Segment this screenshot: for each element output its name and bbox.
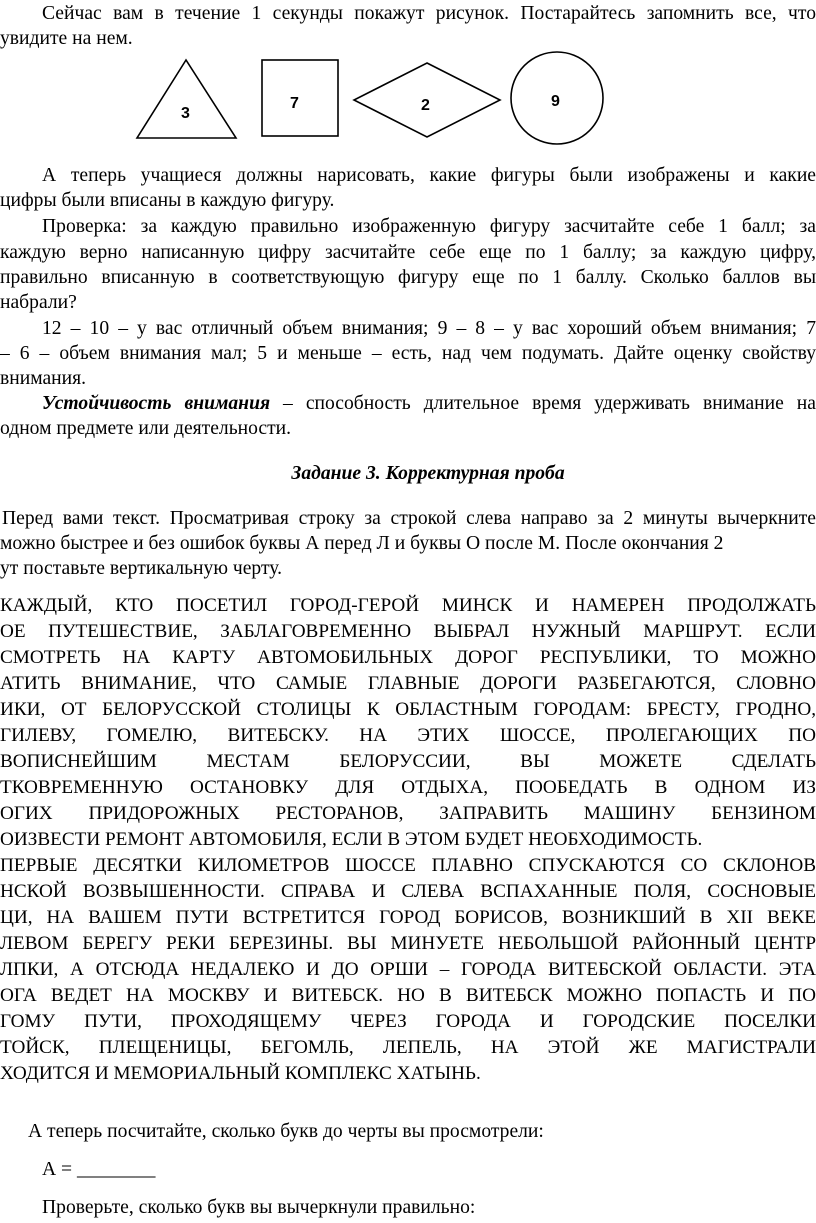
rhombus-digit: 2: [421, 97, 430, 114]
intro-line-2: увидите на нем.: [0, 28, 133, 49]
proof-line-4: АТИТЬ ВНИМАНИЕ, ЧТО САМЫЕ ГЛАВНЫЕ ДОРОГИ РАЗБЕГАЮТСЯ, СЛОВНО: [0, 673, 816, 694]
check-line-1: Проверка: за каждую правильно изображенную фигуру засчитайте себе 1 балл; за: [42, 216, 816, 237]
task-line-1: А теперь учащиеся должны нарисовать, какие фигуры были изображены и какие: [42, 165, 816, 186]
definition-term: Устойчивость внимания: [42, 393, 271, 414]
proof-line-16: ОГА ВЕДЕТ НА МОСКВУ И ВИТЕБСК. НО В ВИТЕБСК МОЖНО ПОПАСТЬ И ПО: [0, 985, 816, 1006]
proof-line-19: ХОДИТСЯ И МЕМОРИАЛЬНЫЙ КОМПЛЕКС ХАТЫНЬ.: [0, 1063, 481, 1084]
proof-line-17: ГОМУ ПУТИ, ПРОХОДЯЩЕМУ ЧЕРЕЗ ГОРОДА И ГОРОДСКИЕ ПОСЕЛКИ: [0, 1011, 816, 1032]
proof-line-6: ГИЛЕВУ, ГОМЕЛЮ, ВИТЕБСКУ. НА ЭТИХ ШОССЕ, ПРОЛЕГАЮЩИХ ПО: [0, 725, 816, 746]
figures-diagram: [0, 0, 816, 150]
proof-line-10: ОИЗВЕСТИ РЕМОНТ АВТОМОБИЛЯ, ЕСЛИ В ЭТОМ БУДЕТ НЕОБХОДИМОСТЬ.: [0, 829, 703, 850]
proof-line-14: ЛЕВОМ БЕРЕГУ РЕКИ БЕРЕЗИНЫ. ВЫ МИНУЕТЕ НЕБОЛЬШОЙ РАЙОННЫЙ ЦЕНТР: [0, 933, 816, 954]
rhombus-figure: [354, 63, 500, 137]
proof-line-2: ОЕ ПУТЕШЕСТВИЕ, ЗАБЛАГОВРЕМЕННО ВЫБРАЛ НУЖНЫЙ МАРШРУТ. ЕСЛИ: [0, 621, 816, 642]
triangle-digit: 3: [181, 105, 190, 122]
task-line-2: цифры были вписаны в каждую фигуру.: [0, 190, 335, 211]
proof-line-1: КАЖДЫЙ, КТО ПОСЕТИЛ ГОРОД-ГЕРОЙ МИНСК И НАМЕРЕН ПРОДОЛЖАТЬ: [0, 595, 816, 616]
square-figure: [262, 60, 338, 136]
scores-line-2: – 6 – объем внимания мал; 5 и меньше – есть, над чем подумать. Дайте оценку свойству: [0, 343, 816, 364]
count-prompt: А теперь посчитайте, сколько букв до черты вы просмотрели:: [28, 1121, 544, 1142]
proof-line-15: ЛПКИ, А ОТСЮДА НЕДАЛЕКО И ДО ОРШИ – ГОРОДА ВИТЕБСКОЙ ОБЛАСТИ. ЭТА: [0, 959, 816, 980]
instructions-line-1: Перед вами текст. Просматривая строку за строкой слева направо за 2 минуты вычеркните: [2, 508, 816, 529]
proof-line-11: ПЕРВЫЕ ДЕСЯТКИ КИЛОМЕТРОВ ШОССЕ ПЛАВНО СПУСКАЮТСЯ СО СКЛОНОВ: [0, 855, 816, 876]
scores-line-3: внимания.: [0, 368, 87, 389]
circle-digit: 9: [551, 93, 560, 110]
proof-line-8: ТКОВРЕМЕННУЮ ОСТАНОВКУ ДЛЯ ОТДЫХА, ПООБЕДАТЬ В ОДНОМ ИЗ: [0, 777, 816, 798]
count-field: А = ________: [42, 1159, 156, 1180]
circle-figure: [511, 52, 603, 144]
proof-line-3: СМОТРЕТЬ НА КАРТУ АВТОМОБИЛЬНЫХ ДОРОГ РЕСПУБЛИКИ, ТО МОЖНО: [0, 647, 816, 668]
definition-text: – способность длительное время удерживать внимание на: [270, 393, 816, 414]
check-line-2: каждую верно написанную цифру засчитайте себе еще по 1 баллу; за каждую цифру,: [0, 242, 816, 263]
verify-prompt: Проверьте, сколько букв вы вычеркнули правильно:: [42, 1197, 476, 1218]
scores-line-1: 12 – 10 – у вас отличный объем внимания; 9 – 8 – у вас хороший объем внимания; 7: [42, 318, 816, 339]
proof-line-18: ТОЙСК, ПЛЕЩЕНИЦЫ, БЕГОМЛЬ, ЛЕПЕЛЬ, НА ЭТОЙ ЖЕ МАГИСТРАЛИ: [0, 1037, 816, 1058]
definition-line-2: одном предмете или деятельности.: [0, 418, 292, 439]
intro-line-1: Сейчас вам в течение 1 секунды покажут рисунок. Постарайтесь запомнить все, что: [42, 3, 816, 24]
task-heading: Задание 3. Корректурная проба: [291, 463, 565, 484]
check-line-4: набрали?: [0, 292, 77, 313]
proof-line-12: НСКОЙ ВОЗВЫШЕННОСТИ. СПРАВА И СЛЕВА ВСПАХАННЫЕ ПОЛЯ, СОСНОВЫЕ: [0, 881, 816, 902]
square-digit: 7: [290, 95, 299, 112]
proof-line-13: ЦИ, НА ВАШЕМ ПУТИ ВСТРЕТИТСЯ ГОРОД БОРИСОВ, ВОЗНИКШИЙ В XII ВЕКЕ: [0, 907, 816, 928]
instructions-line-2: можно быстрее и без ошибок буквы А перед Л и буквы О после М. После окончания 2: [0, 533, 724, 554]
check-line-3: правильно вписанную в соответствующую фигуру еще по 1 баллу. Сколько баллов вы: [0, 267, 816, 288]
definition-line-1: [42, 392, 816, 416]
proof-line-9: ОГИХ ПРИДОРОЖНЫХ РЕСТОРАНОВ, ЗАПРАВИТЬ МАШИНУ БЕНЗИНОМ: [0, 803, 816, 824]
proof-line-7: ВОПИСНЕЙШИМ МЕСТАМ БЕЛОРУССИИ, ВЫ МОЖЕТЕ СДЕЛАТЬ: [0, 751, 816, 772]
proof-line-5: ИКИ, ОТ БЕЛОРУССКОЙ СТОЛИЦЫ К ОБЛАСТНЫМ ГОРОДАМ: БРЕСТУ, ГРОДНО,: [0, 699, 816, 720]
triangle-figure: [137, 60, 236, 138]
instructions-line-3: ут поставьте вертикальную черту.: [0, 558, 282, 579]
